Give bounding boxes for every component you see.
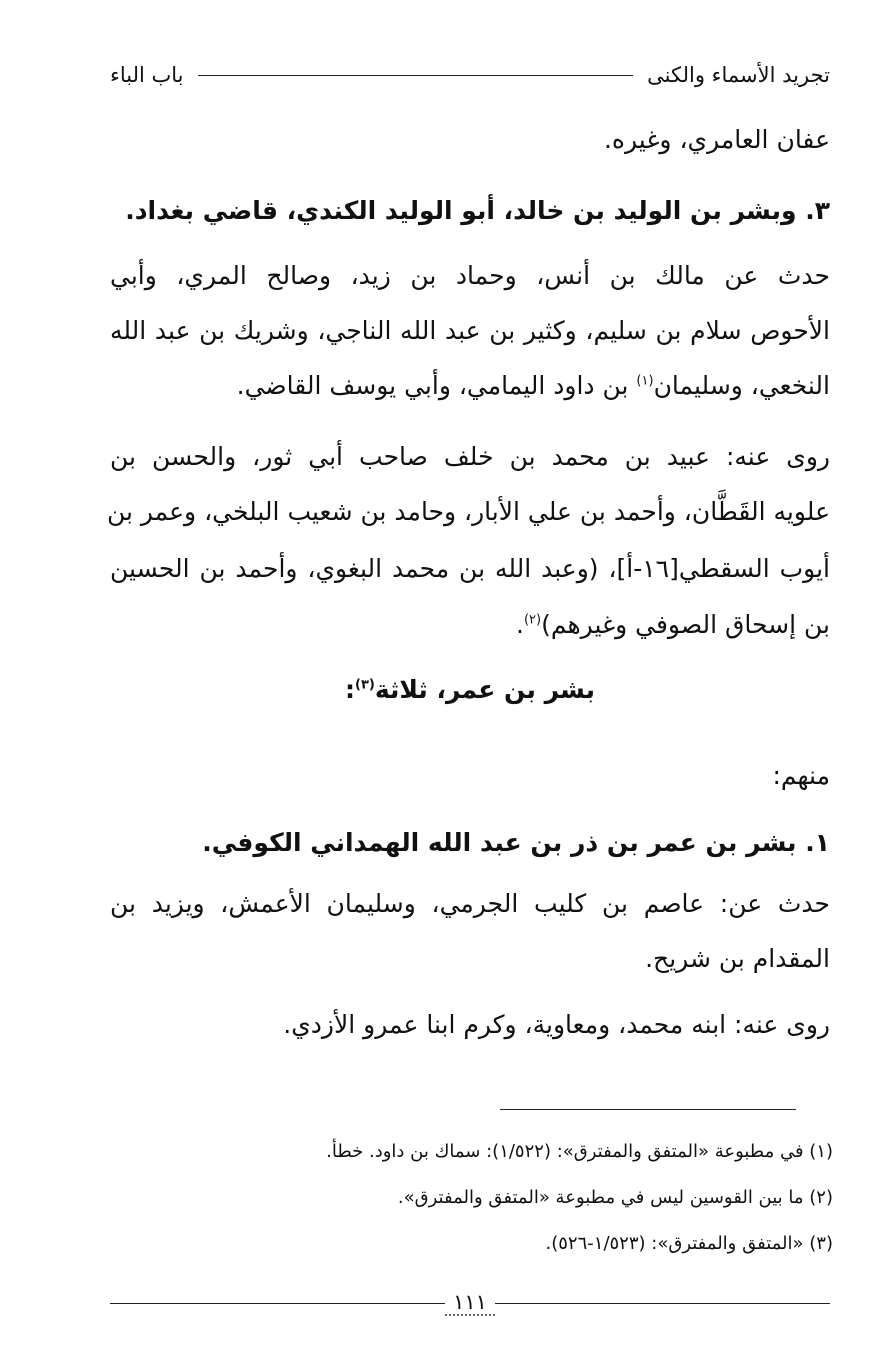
text-line-9-a: بن إسحاق الصوفي وغيرهم)	[541, 610, 830, 639]
text-line-8: أيوب السقطي[١٦-أ]، (وعبد الله بن محمد البغوي، وأحمد بن الحسين	[110, 554, 830, 583]
footnote-separator	[500, 1109, 796, 1110]
text-line-7: علويه القَطَّان، وأحمد بن علي الأبار، وحامد بن شعيب البلخي، وعمر بن	[106, 497, 830, 526]
text-line-1: عفان العامري، وغيره.	[603, 125, 830, 154]
footnote-ref-2[interactable]: (٢)	[523, 612, 542, 628]
text-line-3: حدث عن مالك بن أنس، وحماد بن زيد، وصالح المري، وأبي	[110, 261, 830, 290]
text-line-4: الأحوص سلام بن سليم، وكثير بن عبد الله الناجي، وشريك بن عبد الله	[110, 316, 830, 345]
footnote-3: (٣) «المتفق والمفترق»: (١/٥٢٣-٥٢٦).	[545, 1233, 833, 1254]
footer-rule-left	[110, 1303, 445, 1304]
text-line-13: حدث عن: عاصم بن كليب الجرمي، وسليمان الأعمش، ويزيد بن	[110, 889, 830, 918]
text-line-6: روى عنه: عبيد بن محمد بن خلف صاحب أبي ثور، والحسن بن	[110, 442, 830, 471]
footnote-ref-1[interactable]: (١)	[636, 373, 654, 389]
header-rule	[198, 75, 634, 76]
section-heading	[110, 670, 830, 710]
entry-heading-1: ١. بشر بن عمر بن ذر بن عبد الله الهمداني الكوفي.	[202, 828, 830, 857]
text-line-9-b: .	[516, 610, 524, 639]
footer-rule-right	[495, 1303, 830, 1304]
page-number: ١١١	[445, 1290, 495, 1316]
text-line-14: المقدام بن شريح.	[645, 944, 830, 973]
text-line-9	[516, 605, 830, 645]
book-title: تجريد الأسماء والكنى	[647, 63, 830, 87]
text-line-5-b: بن داود اليمامي، وأبي يوسف القاضي.	[236, 371, 637, 400]
running-header	[110, 58, 830, 92]
text-line-5-a: النخعي، وسليمان	[653, 371, 830, 400]
page-footer	[110, 1288, 830, 1318]
section-heading-colon: :	[344, 675, 355, 704]
entry-heading-3: ٣. وبشر بن الوليد بن خالد، أبو الوليد الكندي، قاضي بغداد.	[125, 196, 830, 225]
section-heading-text: بشر بن عمر، ثلاثة	[374, 675, 596, 704]
text-line-11: منهم:	[772, 761, 830, 790]
footnote-1: (١) في مطبوعة «المتفق والمفترق»: (١/٥٢٢): سماك بن داود. خطأ.	[326, 1141, 833, 1162]
text-line-15: روى عنه: ابنه محمد، ومعاوية، وكرم ابنا عمرو الأزدي.	[283, 1010, 830, 1039]
chapter-title: باب الباء	[110, 63, 184, 87]
text-line-5	[237, 366, 830, 406]
footnote-2: (٢) ما بين القوسين ليس في مطبوعة «المتفق والمفترق».	[397, 1187, 833, 1208]
footnote-ref-3[interactable]: (٣)	[354, 677, 375, 693]
